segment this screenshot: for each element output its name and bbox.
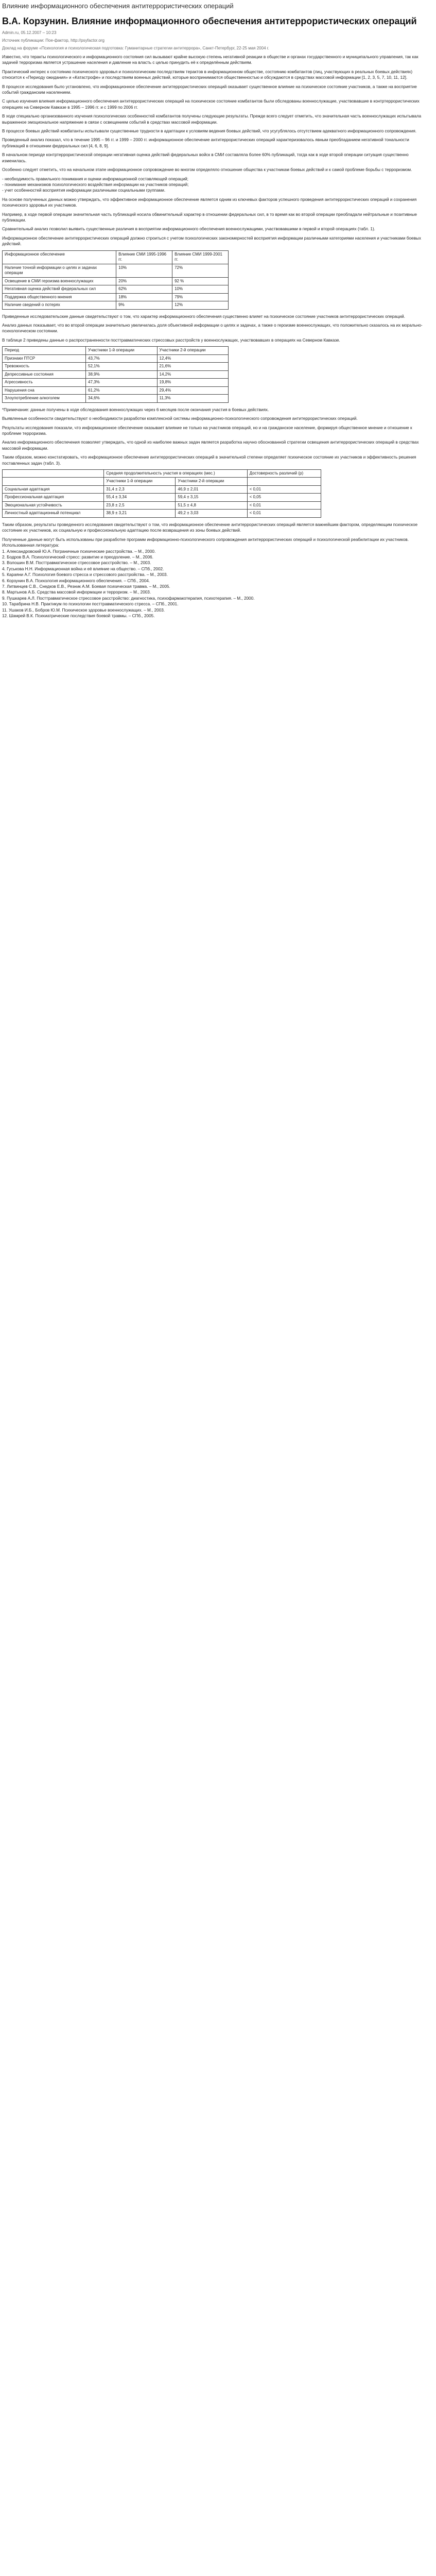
table-cell: 61,2% xyxy=(86,386,157,395)
table-row xyxy=(3,386,229,395)
paragraph: В ходе специально организованного изучения психологических особенностей комбатантов получены следующие результаты. Прежде всего следует отметить, что значительная часть военнослужащих испытывала выраженное эмоциональное напряжение в связи с освещением событий в средствах массовой информации. xyxy=(2,114,422,125)
table-2 xyxy=(2,346,229,403)
table-row xyxy=(3,510,321,518)
table-cell: 11,3% xyxy=(157,395,229,403)
reference-item: 8. Мартынов А.Б. Средства массовой информации и терроризм. – М., 2003. xyxy=(2,590,151,595)
article-page xyxy=(2,2,432,619)
table-header-cell: Участники 2-й операции xyxy=(157,347,229,355)
table-1 xyxy=(2,250,229,310)
table-row xyxy=(3,354,229,363)
table-cell: Личностный адаптационный потенциал xyxy=(3,510,104,518)
table-cell: 18% xyxy=(116,293,172,301)
table-cell: Наличие сведений о потерях xyxy=(3,301,116,310)
article-title: В.А. Корзунин. Влияние информационного обеспечения антитеррористических операций xyxy=(2,16,417,26)
table-cell: < 0,01 xyxy=(247,510,321,518)
table-3 xyxy=(2,469,321,518)
table-row xyxy=(3,379,229,387)
reference-item: 10. Тарабрина Н.В. Практикум по психологии посттравматического стресса. – СПб., 2001. xyxy=(2,602,179,607)
reference-item: 1. Александровский Ю.А. Пограничные психические расстройства. – М., 2000. xyxy=(2,549,156,554)
table-cell: Социальная адаптация xyxy=(3,485,104,494)
table-note: *Примечание: данные получены в ходе обследования военнослужащих через 6 месяцев после окончания участия в боевых действиях. xyxy=(2,407,269,412)
table-cell: 43,7% xyxy=(86,354,157,363)
table-header-cell: Влияние СМИ 1995-1996 гг. xyxy=(116,250,172,264)
paragraph: Таким образом, результаты проведенного исследования свидетельствуют о том, что информационное обеспечение антитеррористических операций является важнейшим фактором, определяющим психическое состояние их участников, их социальную и профессиональную адаптацию после возвращения из зоны боевых действий. xyxy=(2,522,418,533)
table-cell: 10% xyxy=(172,285,229,294)
table-row xyxy=(3,277,229,285)
paragraph: Результаты исследования показали, что информационное обеспечение оказывает влияние не только на участников операций, но и на гражданское население, формируя общественное мнение и отношение к проблеме терроризма. xyxy=(2,425,412,436)
table-cell: 21,6% xyxy=(157,363,229,371)
table-cell: 12% xyxy=(172,301,229,310)
table-cell: 10% xyxy=(116,264,172,277)
reference-item: 9. Пушкарев А.Л. Посттравматическое стрессовое расстройство: диагностика, психофармакотерапия, психотерапия. – М., 2000. xyxy=(2,596,255,601)
table-row xyxy=(3,264,229,277)
paragraph: Выявленные особенности свидетельствуют о необходимости разработки комплексной системы информационно-психологического сопровождения антитеррористических операций. xyxy=(2,416,358,421)
site-title: Влияние информационного обеспечения антитеррористических операций xyxy=(2,2,234,10)
table-cell: < 0,01 xyxy=(247,501,321,510)
table-cell: Освещение в СМИ героизма военнослужащих xyxy=(3,277,116,285)
table-cell: 51,5 ± 4,8 xyxy=(176,501,247,510)
reference-item: 3. Волошин В.М. Посттравматическое стрессовое расстройство. – М., 2003. xyxy=(2,561,151,566)
table-row xyxy=(3,494,321,502)
table-cell: 59,4 ± 3,15 xyxy=(176,494,247,502)
table-cell: 9% xyxy=(116,301,172,310)
table-cell: 92 % xyxy=(172,277,229,285)
list-item: - понимание механизмов психологического воздействия информации на участников операций; xyxy=(2,182,189,187)
table-header-cell: Влияние СМИ 1999-2001 гг. xyxy=(172,250,229,264)
table-cell: Негативная оценка действий федеральных сил xyxy=(3,285,116,294)
list-item: - учет особенностей восприятия информации различными социальными группами. xyxy=(2,188,166,193)
table-cell: Злоупотребление алкоголем xyxy=(3,395,86,403)
table-cell: 55,4 ± 3,34 xyxy=(104,494,176,502)
article-meta xyxy=(2,30,432,51)
table-cell: 20% xyxy=(116,277,172,285)
table-cell: Агрессивность xyxy=(3,379,86,387)
paragraph: С целью изучения влияния информационного обеспечения антитеррористических операций на психическое состояние комбатантов были обследованы военнослужащие, участвовавшие в контртеррористических операциях на Северном Кавказе в 1995 – 1996 гг. и с 1999 по 2006 гг. xyxy=(2,99,420,110)
meta-line: Доклад на форуме «Психология и психологическая подготовка: Гуманитарные стратегии антитеррора», Санкт-Петербург, 22-25 мая 2004 г. xyxy=(2,46,269,50)
table-cell: 47,3% xyxy=(86,379,157,387)
table-cell: 46,9 ± 2,01 xyxy=(176,485,247,494)
table-cell: 34,6% xyxy=(86,395,157,403)
table-cell: 38,9% xyxy=(86,370,157,379)
paragraph: Информационное обеспечение антитеррористических операций должно строиться с учетом психологических закономерностей восприятия информации различными категориями населения и участниками боевых действий. xyxy=(2,235,421,247)
table-cell: < 0,05 xyxy=(247,494,321,502)
paragraph: В процессе исследования было установлено, что информационное обеспечение антитеррористических операций оказывает существенное влияние на психическое состояние участников, а также на восприятие событий гражданским населением. xyxy=(2,84,417,95)
reference-item: 6. Корзунин В.А. Психология информационного обеспечения. – СПб., 2004. xyxy=(2,578,150,583)
table-cell: 31,4 ± 2,3 xyxy=(104,485,176,494)
references-title: Использованная литература: xyxy=(2,543,59,548)
table-cell: < 0,01 xyxy=(247,485,321,494)
table-header-cell: Участники 1-й операции xyxy=(86,347,157,355)
table-row xyxy=(3,485,321,494)
paragraph: В начальном периоде контртеррористической операции негативная оценка действий федеральных войск в СМИ составляла более 60% публикаций, тогда как в ходе второй операции ситуация существенно изменилась. xyxy=(2,152,409,163)
paragraph: Анализ данных показывает, что во второй операции значительно увеличилась доля объективной информации о целях и задачах, а также о героизме военнослужащих, что положительно сказалось на их морально-психологическом состоянии. xyxy=(2,323,423,334)
table-row xyxy=(3,285,229,294)
table-cell: 79% xyxy=(172,293,229,301)
reference-item: 2. Бодров В.А. Психологический стресс: развитие и преодоление. – М., 2006. xyxy=(2,554,153,560)
reference-item: 5. Караяни А.Г. Психология боевого стресса и стрессового расстройства. – М., 2003. xyxy=(2,572,168,578)
references-list xyxy=(2,549,432,619)
table-cell: 38,9 ± 3,21 xyxy=(104,510,176,518)
reference-item: 4. Гуськова Н.Н. Информационная война и её влияние на общество. – СПб., 2002. xyxy=(2,566,164,571)
meta-line: Admin.ru, 05.12.2007 – 10:23 xyxy=(2,30,57,35)
paragraph: Известно, что теракты психологического и информационного состояния сил вызывают крайне высокую степень негативной реакции в обществе и органах государственного и муниципального управления, так как задачей терроризма является устрашение населения и давление на власть с целью принудить её к определённым действиям. xyxy=(2,55,418,65)
table-cell: Эмоциональная устойчивость xyxy=(3,501,104,510)
paragraph: В процессе боевых действий комбатанты испытывали существенные трудности в адаптации к условиям ведения боевых действий, что усугублялось отсутствием адекватного информационного сопровождения. xyxy=(2,129,417,134)
paragraph: Особенно следует отметить, что на начальном этапе информационное сопровождение во многом определяло отношение общества к участникам боевых действий и к самой проблеме борьбы с терроризмом. xyxy=(2,167,412,173)
paragraph: Например, в ходе первой операции значительная часть публикаций носила обвинительный характер в отношении федеральных сил, в то время как во второй операции преобладали нейтральные и позитивные публикации. xyxy=(2,212,417,223)
table-cell: 49,2 ± 3,03 xyxy=(176,510,247,518)
table-row xyxy=(3,301,229,310)
table-header-cell: Участники 2-й операции xyxy=(176,478,247,486)
table-header-cell: Достоверность различий (p) xyxy=(247,469,321,478)
table-cell: 19,8% xyxy=(157,379,229,387)
paragraph: Таким образом, можно констатировать, что информационное обеспечение антитеррористических операций в значительной степени определяет психическое состояние их участников и эффективность решения поставленных задач (табл. 3). xyxy=(2,455,416,466)
paragraph: Анализ информационного обеспечения позволяет утверждать, что одной из наиболее важных задач является разработка научно обоснованной стратегии освещения антитеррористических операций в средствах массовой информации. xyxy=(2,440,419,451)
paragraph: Полученные данные могут быть использованы при разработке программ информационно-психологического сопровождения антитеррористических операций и психологической реабилитации их участников. xyxy=(2,537,409,542)
meta-line: Источник публикации: Пое-фактор, http://psyfactor.org xyxy=(2,38,104,43)
list-item: - необходимость правильного понимания и оценки информационной составляющей операций; xyxy=(2,176,188,181)
table-row xyxy=(3,501,321,510)
table-cell: Поддержка общественного мнения xyxy=(3,293,116,301)
table-cell: 23,8 ± 2,5 xyxy=(104,501,176,510)
reference-item: 7. Литвинцев С.В., Снедков Е.В., Резник А.М. Боевая психическая травма. – М., 2005. xyxy=(2,584,170,589)
paragraph: Сравнительный анализ позволил выявить существенные различия в восприятии информационного обеспечения военнослужащими, участвовавшими в первой и второй операциях (табл. 1). xyxy=(2,227,375,232)
paragraph: Практический интерес к состоянию психического здоровья и психологическим последствиям терактов в информационном обществе, состоянию комбатантов (лиц, участвующих в реальных боевых действиях) относится к «Периоду ожидания» и «Катастрофе» и последствиям военных действий, которые воспринимаются общественностью и обсуждаются в средствах массовой информации [1, 2, 3, 5, 7, 10, 11, 12]. xyxy=(2,69,413,80)
table-cell: Наличие точной информации о целях и задачах операции xyxy=(3,264,116,277)
table-cell: 52,1% xyxy=(86,363,157,371)
paragraph: В таблице 2 приведены данные о распространенности посттравматических стрессовых расстройств у военнослужащих, участвовавших в операциях на Северном Кавказе. xyxy=(2,337,340,343)
table-cell: 12,4% xyxy=(157,354,229,363)
table-cell: 62% xyxy=(116,285,172,294)
table-row xyxy=(3,395,229,403)
table-header-cell: Информационное обеспечение xyxy=(3,250,116,264)
table-header-row xyxy=(3,347,229,355)
paragraph: Приведенные исследовательские данные свидетельствуют о том, что характер информационного обеспечения существенно влияет на психическое состояние участников антитеррористических операций. xyxy=(2,314,405,319)
table-cell: 29,4% xyxy=(157,386,229,395)
table-header-cell xyxy=(3,478,104,486)
table-cell: Нарушения сна xyxy=(3,386,86,395)
article-body xyxy=(2,54,432,619)
table-row xyxy=(3,363,229,371)
table-cell: Признаки ПТСР xyxy=(3,354,86,363)
table-header-cell: Период xyxy=(3,347,86,355)
table-row xyxy=(3,370,229,379)
table-header-row xyxy=(3,250,229,264)
paragraph: Проведенный анализ показал, что в течение 1995 – 96 гг. и 1999 – 2000 гг. информационное обеспечение антитеррористических операций характеризовалось явным преобладанием негативной тональности публикаций в отношении федеральных сил [4, 6, 8, 9]. xyxy=(2,138,409,148)
table-header-cell xyxy=(247,478,321,486)
table-header-cell xyxy=(3,469,104,478)
table-subheader-row xyxy=(3,478,321,486)
table-header-row xyxy=(3,469,321,478)
table-row xyxy=(3,293,229,301)
table-cell: 72% xyxy=(172,264,229,277)
table-cell: Тревожность xyxy=(3,363,86,371)
reference-item: 12. Шамрей В.К. Психиатрические последствия боевой травмы. – СПб., 2005. xyxy=(2,614,155,619)
table-cell: Профессиональная адаптация xyxy=(3,494,104,502)
table-cell: Депрессивные состояния xyxy=(3,370,86,379)
reference-item: 11. Ушаков И.Б., Бобров Ю.М. Психическое здоровье военнослужащих. – М., 2003. xyxy=(2,607,165,613)
table-cell: 14,2% xyxy=(157,370,229,379)
paragraph: На основе полученных данных можно утверждать, что эффективное информационное обеспечение является одним из ключевых факторов успешного проведения антитеррористических операций и сохранения психического здоровья их участников. xyxy=(2,197,417,208)
table-header-cell: Участники 1-й операции xyxy=(104,478,176,486)
table-header-cell: Средняя продолжительность участия в операциях (мес.) xyxy=(104,469,247,478)
